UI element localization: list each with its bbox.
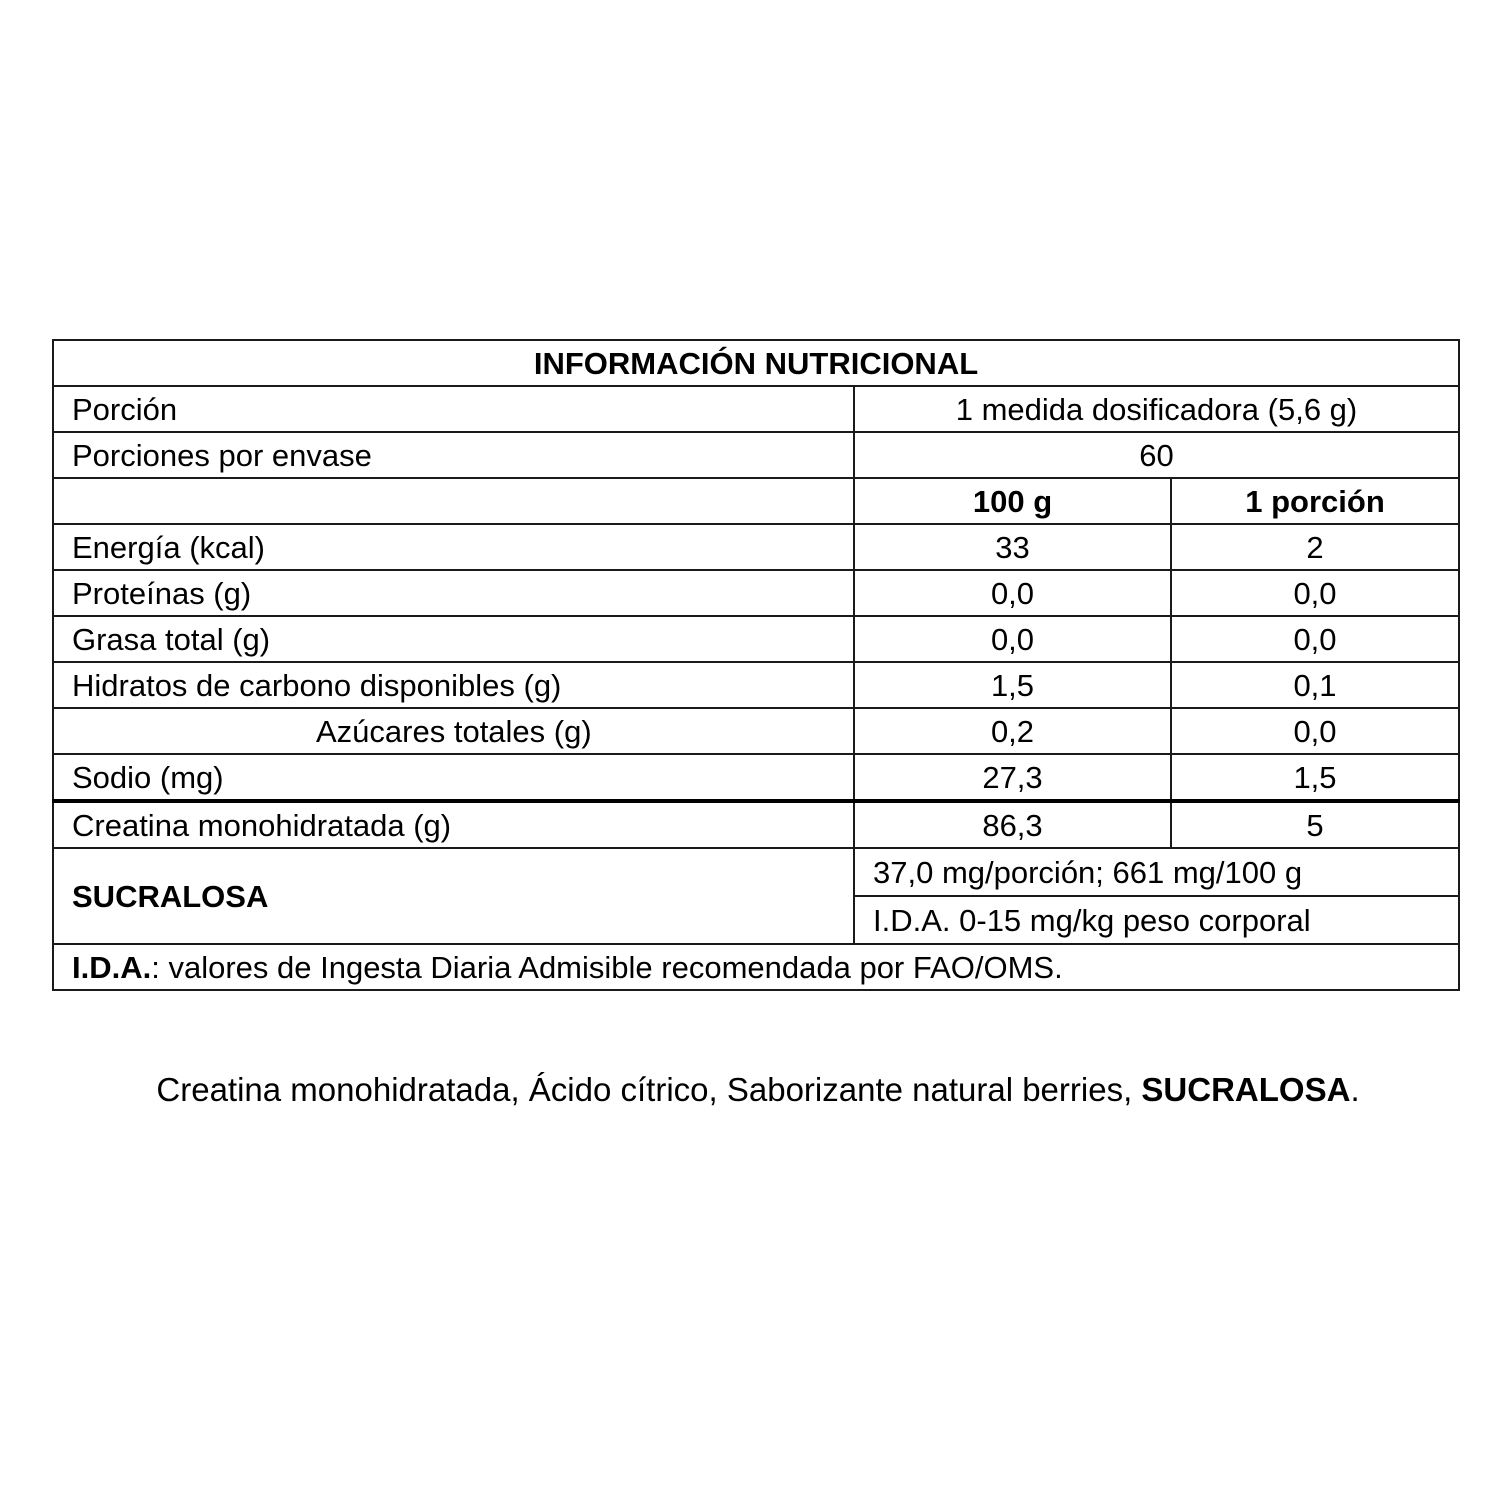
servings-per-container-row xyxy=(53,432,1459,478)
row-value-100g: 0,2 xyxy=(854,708,1171,754)
ingredients-text: Creatina monohidratada, Ácido cítrico, Saborizante natural berries, xyxy=(156,1071,1142,1108)
column-header-empty xyxy=(53,478,854,524)
footnote-row xyxy=(53,944,1459,990)
nutrition-facts-panel xyxy=(52,339,1458,991)
row-value-portion: 0,0 xyxy=(1171,570,1459,616)
footnote-abbr: I.D.A. xyxy=(72,949,152,985)
table-row-carbs xyxy=(53,662,1459,708)
table-title-row xyxy=(53,340,1459,386)
serving-row xyxy=(53,386,1459,432)
row-value-100g: 0,0 xyxy=(854,570,1171,616)
footnote-text: : valores de Ingesta Diaria Admisible recomendada por FAO/OMS. xyxy=(151,949,1063,985)
sucralose-amount: 37,0 mg/porción; 661 mg/100 g xyxy=(854,848,1459,896)
row-label: Sodio (mg) xyxy=(53,754,854,801)
table-row-sodium xyxy=(53,754,1459,801)
ingredients-bold: SUCRALOSA xyxy=(1141,1071,1351,1108)
row-value-100g: 86,3 xyxy=(854,801,1171,848)
row-label: Azúcares totales (g) xyxy=(53,708,854,754)
serving-value: 1 medida dosificadora (5,6 g) xyxy=(854,386,1459,432)
footnote xyxy=(53,944,1459,990)
ingredients-list xyxy=(0,1068,1500,1112)
row-label: Creatina monohidratada (g) xyxy=(53,801,854,848)
sucralose-ida: I.D.A. 0-15 mg/kg peso corporal xyxy=(854,896,1459,944)
column-header-portion: 1 porción xyxy=(1171,478,1459,524)
row-label: Grasa total (g) xyxy=(53,616,854,662)
table-row-sucralose xyxy=(53,848,1459,896)
column-header-100g: 100 g xyxy=(854,478,1171,524)
servings-per-container-value: 60 xyxy=(854,432,1459,478)
row-value-portion: 1,5 xyxy=(1171,754,1459,801)
table-row-creatine xyxy=(53,801,1459,848)
row-value-100g: 0,0 xyxy=(854,616,1171,662)
serving-label: Porción xyxy=(53,386,854,432)
row-label: Proteínas (g) xyxy=(53,570,854,616)
ingredients-end: . xyxy=(1350,1071,1360,1108)
row-value-100g: 33 xyxy=(854,524,1171,570)
servings-per-container-label: Porciones por envase xyxy=(53,432,854,478)
table-row-protein xyxy=(53,570,1459,616)
nutrition-table xyxy=(52,339,1460,991)
row-value-100g: 1,5 xyxy=(854,662,1171,708)
row-label: Hidratos de carbono disponibles (g) xyxy=(53,662,854,708)
table-row-energy xyxy=(53,524,1459,570)
row-value-portion: 2 xyxy=(1171,524,1459,570)
row-value-portion: 0,0 xyxy=(1171,708,1459,754)
sucralose-label: SUCRALOSA xyxy=(53,848,854,944)
table-title: INFORMACIÓN NUTRICIONAL xyxy=(53,340,1459,386)
row-value-portion: 0,0 xyxy=(1171,616,1459,662)
row-label: Energía (kcal) xyxy=(53,524,854,570)
row-value-100g: 27,3 xyxy=(854,754,1171,801)
row-value-portion: 0,1 xyxy=(1171,662,1459,708)
column-header-row xyxy=(53,478,1459,524)
table-row-sugars xyxy=(53,708,1459,754)
row-value-portion: 5 xyxy=(1171,801,1459,848)
table-row-fat xyxy=(53,616,1459,662)
